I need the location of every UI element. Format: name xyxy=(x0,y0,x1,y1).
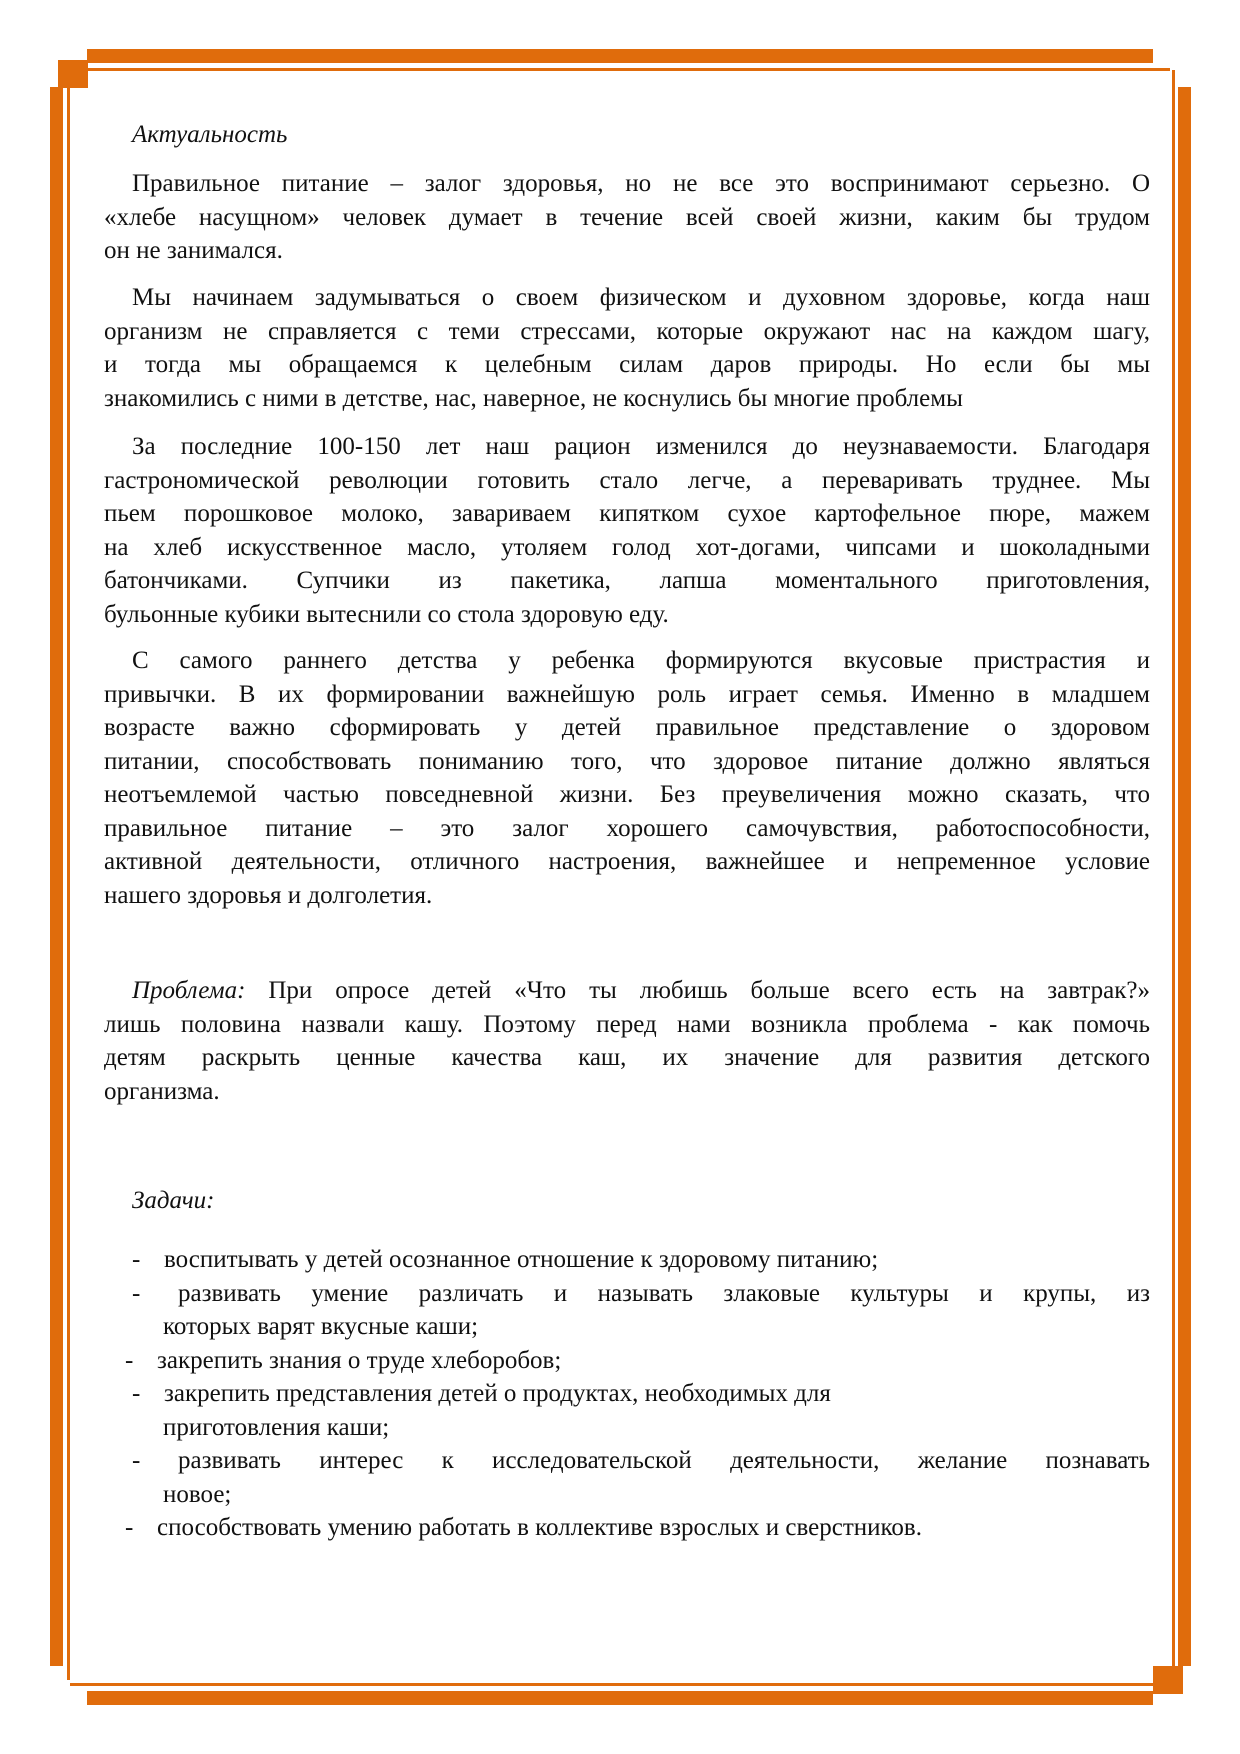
list-item: - воспитывать у детей осознанное отношение к здоровому питанию; xyxy=(132,1246,879,1273)
list-item: - способствовать умению работать в коллективе взрослых и сверстников. xyxy=(125,1514,922,1541)
border-bar xyxy=(1178,87,1191,1666)
tasks-heading: Задачи: xyxy=(132,1187,215,1214)
list-item: - развивать интерес к исследовательской деятельности, желание познавать новое; xyxy=(132,1447,1150,1508)
list-item: - развивать умение различать и называть злаковые культуры и крупы, из которых варят вкусные каши; xyxy=(132,1279,1150,1340)
list-item: - закрепить знания о труде хлеборобов; xyxy=(125,1346,562,1374)
border-bar xyxy=(1172,70,1175,1686)
problem-paragraph: Проблема: При опросе детей «Что ты любишь больше всего есть на завтрак?» лишь половина назвали кашу. Поэтому перед нами возникла проблема - как помочь детям раскрыть ценные качества каш, их значение для развития детского организма. xyxy=(104,977,1150,1105)
border-bar xyxy=(58,60,88,88)
relevance-heading: Актуальность xyxy=(132,121,288,148)
relevance-paragraph-3: За последние 100-150 лет наш рацион изменился до неузнаваемости. Благодаря гастрономической революции готовить стало легче, а переваривать труднее. Мы пьем порошковое молоко, завариваем кипятком сухое картофельное пюре, мажем на хлеб искусственное масло, утоляем голод хот-догами, чипсами и шоколадными батончиками. Супчики из пакетика, лапша моментального приготовления, бульонные кубики вытеснили со стола здоровую еду. xyxy=(104,433,1150,628)
relevance-paragraph-4: С самого раннего детства у ребенка формируются вкусовые пристрастия и привычки. В их формировании важнейшую роль играет семья. Именно в младшем возрасте важно сформировать у детей правильное представление о здоровом питании, способствовать пониманию того, что здоровое питание должно являться неотъемлемой частью повседневной жизни. Без преувеличения можно сказать, что правильное питание – это залог хорошего самочувствия, работоспособности, активной деятельности, отличного настроения, важнейшее и непременное условие нашего здоровья и долголетия. xyxy=(104,647,1150,909)
border-bar xyxy=(67,70,70,1680)
border-bar xyxy=(70,1683,1170,1686)
problem-label: Проблема: xyxy=(132,977,246,1004)
relevance-paragraph-2: Мы начинаем задумываться о своем физическом и духовном здоровье, когда наш организм не справляется с теми стрессами, которые окружают нас на каждом шагу, и тогда мы обращаемся к целебным силам даров природы. Но если бы мы знакомились с ними в детстве, нас, наверное, не коснулись бы многие проблемы xyxy=(104,284,1150,412)
border-bar xyxy=(1153,1666,1183,1694)
list-item: - закрепить представления детей о продуктах, необходимых для приготовления каши; xyxy=(132,1380,831,1441)
border-bar xyxy=(87,49,1153,63)
tasks-list xyxy=(104,1243,1150,1545)
border-bar xyxy=(87,1691,1153,1705)
border-bar xyxy=(70,68,1170,71)
border-bar xyxy=(50,87,63,1666)
relevance-paragraph-1: Правильное питание – залог здоровья, но не все это воспринимают серьезно. О «хлебе насущном» человек думает в течение всей своей жизни, каким бы трудом он не занимался. xyxy=(104,170,1150,264)
